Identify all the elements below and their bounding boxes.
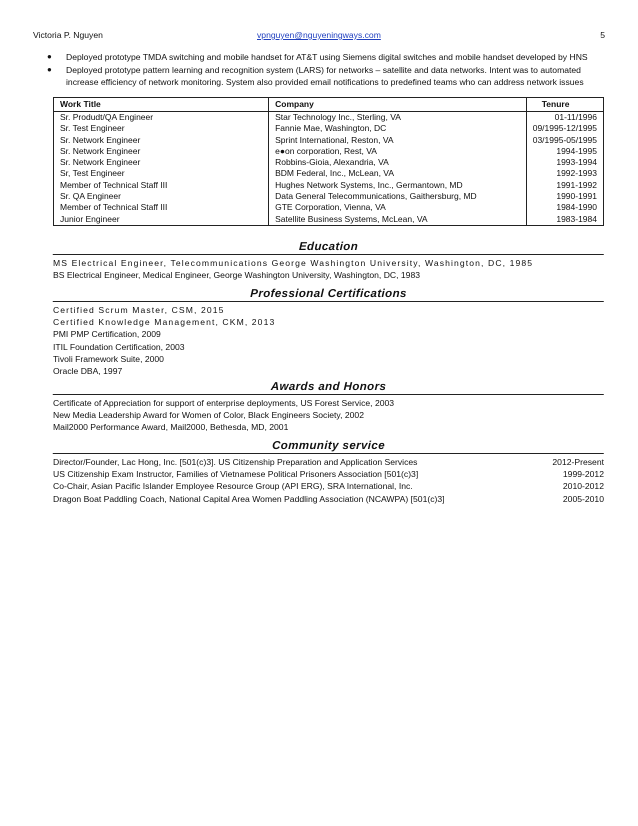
company-cell: BDM Federal, Inc., McLean, VA bbox=[269, 168, 527, 179]
work-title-cell: Sr. Network Engineer bbox=[54, 157, 269, 168]
awards-section bbox=[53, 381, 604, 434]
work-title-cell: Junior Engineer bbox=[54, 214, 269, 226]
section-title: Awards and Honors bbox=[53, 381, 604, 395]
bullet-list bbox=[44, 51, 604, 89]
table-row bbox=[54, 135, 604, 146]
education-line: MS Electrical Engineer, Telecommunications George Washington University, Washington, DC, 1985 bbox=[53, 258, 534, 268]
certification-line: PMI PMP Certification, 2009 bbox=[53, 329, 161, 340]
bullet-item bbox=[44, 64, 604, 89]
page-number: 5 bbox=[600, 30, 605, 40]
section-title: Community service bbox=[53, 440, 604, 454]
work-title-cell: Member of Technical Staff III bbox=[54, 202, 269, 213]
table-row bbox=[54, 202, 604, 213]
tenure-cell: 03/1995-05/1995 bbox=[532, 134, 597, 145]
community-section bbox=[53, 440, 604, 505]
community-role: Co-Chair, Asian Pacific Islander Employee Resource Group (API ERG), SRA International, Inc. bbox=[53, 481, 413, 492]
column-header-work-title: Work Title bbox=[54, 98, 269, 112]
education-line: BS Electrical Engineer, Medical Engineer, George Washington University, Washington, DC, 1983 bbox=[53, 270, 421, 281]
community-years: 2010-2012 bbox=[562, 481, 604, 492]
company-cell: Fannie Mae, Washington, DC bbox=[269, 123, 527, 134]
community-row bbox=[53, 493, 604, 505]
tenure-cell: 1984-1990 bbox=[556, 202, 597, 213]
certification-line: Certified Knowledge Management, CKM, 2013 bbox=[53, 317, 276, 328]
company-cell: Sprint International, Reston, VA bbox=[269, 135, 527, 146]
work-title-cell: Sr, Test Engineer bbox=[54, 168, 269, 179]
bullet-text: Deployed prototype pattern learning and recognition system (LARS) for networks – satellite and data networks. Intent was to automated increase efficiency of network monitoring. System also provided email notifications to predefined teams who can address network issues bbox=[66, 64, 584, 87]
work-title-cell: Sr. Produdt/QA Engineer bbox=[54, 112, 269, 124]
bullet-icon: ● bbox=[47, 52, 52, 61]
author-name: Victoria P. Nguyen bbox=[33, 30, 103, 40]
community-row bbox=[53, 468, 604, 480]
community-role: US Citizenship Exam Instructor, Families of Vietnamese Political Prisoners Association [501(c)3] bbox=[53, 469, 419, 480]
company-cell: Satellite Business Systems, McLean, VA bbox=[269, 214, 527, 226]
email-link[interactable]: vpnguyen@nguyeningways.com bbox=[257, 30, 381, 40]
bullet-item bbox=[44, 51, 604, 64]
certification-line: Tivoli Framework Suite, 2000 bbox=[53, 353, 164, 364]
work-title-cell: Member of Technical Staff III bbox=[54, 180, 269, 191]
award-line: Mail2000 Performance Award, Mail2000, Bethesda, MD, 2001 bbox=[53, 422, 289, 433]
page-header bbox=[33, 30, 605, 42]
tenure-cell: 09/1995-12/1995 bbox=[532, 123, 597, 134]
table-row bbox=[54, 112, 604, 124]
certification-line: Certified Scrum Master, CSM, 2015 bbox=[53, 305, 225, 315]
table-row bbox=[54, 214, 604, 226]
employment-table bbox=[53, 97, 604, 226]
award-line: New Media Leadership Award for Women of Color, Black Engineers Society, 2002 bbox=[53, 410, 364, 421]
tenure-cell: 01-11/1996 bbox=[554, 112, 597, 122]
table-row bbox=[54, 157, 604, 168]
section-title: Professional Certifications bbox=[53, 288, 604, 302]
tenure-cell: 1991-1992 bbox=[556, 179, 597, 190]
certifications-section bbox=[53, 288, 604, 377]
work-title-cell: Sr. Network Engineer bbox=[54, 135, 269, 146]
community-years: 2005-2010 bbox=[562, 493, 604, 504]
tenure-cell: 1990-1991 bbox=[556, 191, 597, 202]
certification-line: Oracle DBA, 1997 bbox=[53, 366, 123, 377]
company-cell: GTE Corporation, Vienna, VA bbox=[269, 202, 527, 213]
table-row bbox=[54, 168, 604, 179]
column-header-company: Company bbox=[269, 98, 527, 112]
table-row bbox=[54, 146, 604, 157]
table-row bbox=[54, 191, 604, 202]
work-title-cell: Sr. Test Engineer bbox=[54, 123, 269, 134]
community-row bbox=[53, 480, 604, 492]
company-cell: Robbins-Gioia, Alexandria, VA bbox=[269, 157, 527, 168]
work-title-cell: Sr. Network Engineer bbox=[54, 146, 269, 157]
tenure-cell: 1992-1993 bbox=[556, 168, 597, 179]
community-role: Director/Founder, Lac Hong, Inc. [501(c)3]. US Citizenship Preparation and Application Services bbox=[53, 457, 418, 467]
tenure-cell: 1983-1984 bbox=[556, 213, 597, 224]
table-row bbox=[54, 123, 604, 134]
bullet-icon: ● bbox=[47, 64, 52, 74]
community-role: Dragon Boat Paddling Coach, National Capital Area Women Paddling Association (NCAWPA) [501(c)3] bbox=[53, 493, 445, 504]
company-cell: Star Technology Inc., Sterling, VA bbox=[269, 112, 527, 124]
community-years: 1999-2012 bbox=[562, 469, 604, 480]
company-cell: e●on corporation, Rest, VA bbox=[269, 146, 527, 157]
bullet-text: Deployed prototype TMDA switching and mobile handset for AT&T using Siemens digital switches and mobile handset developed by HNS bbox=[66, 52, 588, 62]
column-header-tenure: Tenure bbox=[526, 98, 603, 112]
section-title: Education bbox=[53, 241, 604, 255]
education-section bbox=[53, 241, 604, 281]
table-header-row bbox=[54, 98, 604, 112]
tenure-cell: 1994-1995 bbox=[556, 145, 597, 156]
company-cell: Hughes Network Systems, Inc., Germantown, MD bbox=[269, 180, 527, 191]
certification-line: ITIL Foundation Certification, 2003 bbox=[53, 341, 185, 352]
award-line: Certificate of Appreciation for support of enterprise deployments, US Forest Service, 2003 bbox=[53, 398, 395, 408]
table-row bbox=[54, 180, 604, 191]
company-cell: Data General Telecommunications, Gaithersburg, MD bbox=[269, 191, 527, 202]
community-row bbox=[53, 456, 604, 468]
work-title-cell: Sr. QA Engineer bbox=[54, 191, 269, 202]
tenure-cell: 1993-1994 bbox=[556, 157, 597, 168]
community-years: 2012-Present bbox=[552, 457, 604, 467]
